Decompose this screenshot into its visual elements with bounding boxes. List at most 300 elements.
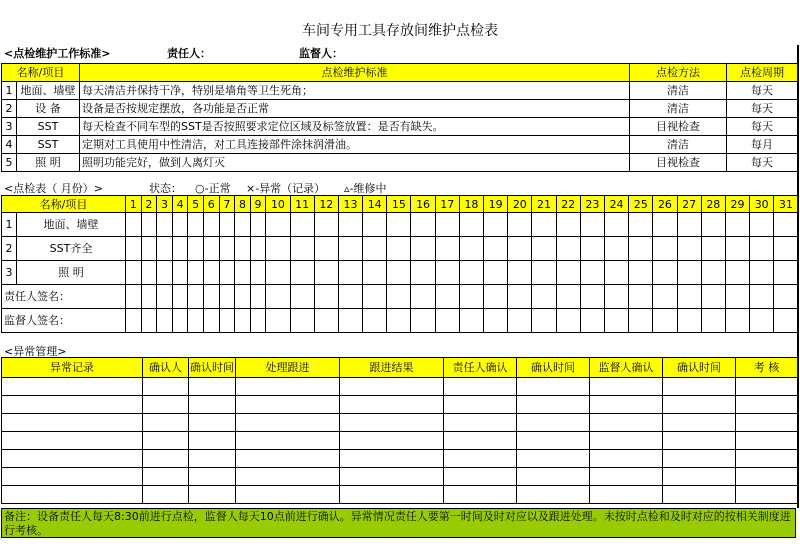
abnormal-cell[interactable] — [143, 396, 189, 414]
day-check-cell[interactable] — [338, 285, 362, 309]
day-check-cell[interactable] — [363, 213, 387, 237]
day-check-cell[interactable] — [556, 213, 580, 237]
abnormal-cell[interactable] — [236, 432, 340, 450]
day-check-cell[interactable] — [172, 309, 188, 333]
grid-row — [2, 213, 798, 237]
sign-responsible-label: 责任人签名： — [2, 285, 126, 309]
abnormal-cell[interactable] — [2, 396, 143, 414]
row-cycle: 每天 — [727, 100, 798, 118]
row-standard: 每天清洁并保持干净，特别是墙角等卫生死角； — [80, 82, 630, 100]
row-name: 设 备 — [17, 100, 80, 118]
abnormal-cell[interactable] — [517, 450, 590, 468]
day-check-cell[interactable] — [338, 237, 362, 261]
day-check-cell[interactable] — [219, 309, 235, 333]
day-check-cell[interactable] — [701, 213, 725, 237]
day-check-cell[interactable] — [629, 261, 653, 285]
grid-row-no: 2 — [2, 237, 17, 261]
abnormal-cell[interactable] — [590, 396, 663, 414]
abnormal-cell[interactable] — [340, 450, 444, 468]
day-check-cell[interactable] — [604, 213, 628, 237]
abnormal-cell[interactable] — [340, 468, 444, 486]
day-check-cell[interactable] — [532, 213, 556, 237]
day-check-cell[interactable] — [363, 237, 387, 261]
day-check-cell[interactable] — [363, 309, 387, 333]
remarks-note: 备注：设备责任人每天8:30前进行点检，监督人每天10点前进行确认。异常情况责任人要第一时间及时对应以及跟进处理。未按时点检和及时对应的按相关制度进行考核。 — [1, 508, 796, 538]
day-check-cell[interactable] — [484, 213, 508, 237]
day-check-cell[interactable] — [677, 261, 701, 285]
day-check-cell[interactable] — [250, 213, 266, 237]
page-title: 车间专用工具存放间维护点检表 — [302, 23, 498, 39]
day-check-cell[interactable] — [556, 237, 580, 261]
day-check-cell[interactable] — [532, 237, 556, 261]
day-check-cell[interactable] — [629, 237, 653, 261]
day-check-cell[interactable] — [459, 213, 483, 237]
abnormal-cell[interactable] — [590, 468, 663, 486]
abnormal-cell[interactable] — [517, 378, 590, 396]
abnormal-cell[interactable] — [236, 396, 340, 414]
day-check-cell[interactable] — [435, 285, 459, 309]
abnormal-cell[interactable] — [444, 468, 517, 486]
abnormal-cell[interactable] — [736, 414, 798, 432]
day-check-cell[interactable] — [266, 213, 290, 237]
day-check-cell[interactable] — [387, 285, 411, 309]
row-no: 5 — [2, 154, 17, 172]
day-check-cell[interactable] — [774, 261, 798, 285]
day-check-cell[interactable] — [580, 309, 604, 333]
abnormal-cell[interactable] — [236, 378, 340, 396]
abnormal-section-label: <异常管理> — [4, 345, 67, 358]
abnormal-cell[interactable] — [143, 378, 189, 396]
day-check-cell[interactable] — [172, 237, 188, 261]
abnormal-cell[interactable] — [444, 450, 517, 468]
day-check-cell[interactable] — [157, 237, 173, 261]
abnormal-cell[interactable] — [340, 486, 444, 504]
day-check-cell[interactable] — [157, 309, 173, 333]
day-check-cell[interactable] — [314, 213, 338, 237]
day-check-cell[interactable] — [411, 285, 435, 309]
day-check-cell[interactable] — [411, 213, 435, 237]
day-check-cell[interactable] — [141, 213, 157, 237]
status-label: 状态： — [149, 182, 182, 195]
abnormal-cell[interactable] — [189, 468, 236, 486]
day-check-cell[interactable] — [363, 261, 387, 285]
day-header-13: 13 — [338, 196, 362, 213]
abnormal-cell[interactable] — [736, 450, 798, 468]
day-header-19: 19 — [484, 196, 508, 213]
abnormal-cell[interactable] — [340, 378, 444, 396]
day-check-cell[interactable] — [604, 285, 628, 309]
day-check-cell[interactable] — [314, 309, 338, 333]
day-check-cell[interactable] — [314, 285, 338, 309]
day-check-cell[interactable] — [556, 309, 580, 333]
abnormal-col-header: 确认时间 — [517, 358, 590, 378]
abnormal-cell[interactable] — [189, 414, 236, 432]
abnormal-cell[interactable] — [143, 468, 189, 486]
abnormal-cell[interactable] — [189, 378, 236, 396]
grid-row — [2, 261, 798, 285]
day-check-cell[interactable] — [677, 285, 701, 309]
day-check-cell[interactable] — [774, 213, 798, 237]
day-check-cell[interactable] — [203, 213, 219, 237]
day-header-11: 11 — [290, 196, 314, 213]
day-check-cell[interactable] — [290, 285, 314, 309]
row-no: 4 — [2, 136, 17, 154]
abnormal-cell[interactable] — [444, 378, 517, 396]
day-check-cell[interactable] — [387, 213, 411, 237]
day-check-cell[interactable] — [774, 237, 798, 261]
day-check-cell[interactable] — [188, 285, 204, 309]
abnormal-cell[interactable] — [663, 414, 736, 432]
abnormal-cell[interactable] — [236, 414, 340, 432]
day-check-cell[interactable] — [750, 213, 774, 237]
day-check-cell[interactable] — [653, 237, 677, 261]
day-check-cell[interactable] — [725, 309, 749, 333]
abnormal-cell[interactable] — [736, 396, 798, 414]
day-check-cell[interactable] — [508, 309, 532, 333]
day-header-28: 28 — [701, 196, 725, 213]
day-check-cell[interactable] — [435, 261, 459, 285]
abnormal-row — [2, 450, 798, 468]
abnormal-cell[interactable] — [2, 468, 143, 486]
day-check-cell[interactable] — [290, 237, 314, 261]
day-check-cell[interactable] — [250, 285, 266, 309]
day-check-cell[interactable] — [677, 309, 701, 333]
day-check-cell[interactable] — [203, 261, 219, 285]
abnormal-cell[interactable] — [340, 396, 444, 414]
day-check-cell[interactable] — [126, 309, 142, 333]
day-check-cell[interactable] — [556, 261, 580, 285]
day-check-cell[interactable] — [266, 237, 290, 261]
day-check-cell[interactable] — [508, 237, 532, 261]
day-header-7: 7 — [219, 196, 235, 213]
day-check-cell[interactable] — [556, 285, 580, 309]
day-check-cell[interactable] — [250, 261, 266, 285]
day-check-cell[interactable] — [604, 237, 628, 261]
abnormal-cell[interactable] — [736, 468, 798, 486]
day-check-cell[interactable] — [435, 213, 459, 237]
abnormal-row — [2, 468, 798, 486]
abnormal-cell[interactable] — [590, 432, 663, 450]
abnormal-table — [1, 357, 798, 504]
day-check-cell[interactable] — [290, 261, 314, 285]
day-check-cell[interactable] — [750, 237, 774, 261]
row-standard: 设备是否按规定摆放，各功能是否正常 — [80, 100, 630, 118]
day-check-cell[interactable] — [314, 237, 338, 261]
row-no: 2 — [2, 100, 17, 118]
status-repair: ▵-维修中 — [344, 182, 387, 195]
day-check-cell[interactable] — [363, 285, 387, 309]
abnormal-row — [2, 378, 798, 396]
day-header-3: 3 — [157, 196, 173, 213]
sign-supervisor-label: 监督人签名： — [2, 309, 126, 333]
grid-row-no: 1 — [2, 213, 17, 237]
day-check-cell[interactable] — [580, 237, 604, 261]
day-check-cell[interactable] — [508, 213, 532, 237]
day-check-cell[interactable] — [508, 285, 532, 309]
day-check-cell[interactable] — [141, 309, 157, 333]
day-header-6: 6 — [203, 196, 219, 213]
row-method: 清洁 — [630, 136, 727, 154]
day-check-cell[interactable] — [653, 285, 677, 309]
abnormal-cell[interactable] — [236, 468, 340, 486]
abnormal-cell[interactable] — [517, 396, 590, 414]
abnormal-cell[interactable] — [340, 414, 444, 432]
day-header-30: 30 — [750, 196, 774, 213]
day-check-cell[interactable] — [701, 237, 725, 261]
day-check-cell[interactable] — [203, 237, 219, 261]
grid-sign-row — [2, 309, 798, 333]
day-header-21: 21 — [532, 196, 556, 213]
day-check-cell[interactable] — [266, 309, 290, 333]
day-check-cell[interactable] — [250, 309, 266, 333]
abnormal-cell[interactable] — [236, 486, 340, 504]
day-check-cell[interactable] — [411, 237, 435, 261]
abnormal-cell[interactable] — [590, 378, 663, 396]
row-standard: 每天检查不同车型的SST是否按照要求定位区域及标签放置：是否有缺失。 — [80, 118, 630, 136]
row-cycle: 每月 — [727, 136, 798, 154]
abnormal-col-header: 确认时间 — [189, 358, 236, 378]
day-check-cell[interactable] — [411, 309, 435, 333]
grid-header-name: 名称/项目 — [2, 196, 126, 213]
day-check-cell[interactable] — [411, 261, 435, 285]
day-check-cell[interactable] — [188, 309, 204, 333]
abnormal-col-header: 异常记录 — [2, 358, 143, 378]
day-check-cell[interactable] — [387, 237, 411, 261]
abnormal-col-header: 确认时间 — [663, 358, 736, 378]
abnormal-cell[interactable] — [736, 432, 798, 450]
day-check-cell[interactable] — [750, 261, 774, 285]
day-check-cell[interactable] — [604, 261, 628, 285]
day-check-cell[interactable] — [580, 285, 604, 309]
checklist-month-label: <点检表（ 月份）> — [4, 182, 103, 195]
abnormal-cell[interactable] — [517, 468, 590, 486]
day-check-cell[interactable] — [459, 309, 483, 333]
row-standard: 定期对工具使用中性清洁，对工具连接部件涂抹润滑油。 — [80, 136, 630, 154]
day-check-cell[interactable] — [629, 213, 653, 237]
day-check-cell[interactable] — [203, 309, 219, 333]
abnormal-cell[interactable] — [663, 378, 736, 396]
day-check-cell[interactable] — [653, 261, 677, 285]
day-check-cell[interactable] — [219, 261, 235, 285]
row-method: 目视检查 — [630, 154, 727, 172]
abnormal-cell[interactable] — [590, 486, 663, 504]
abnormal-cell[interactable] — [444, 396, 517, 414]
day-check-cell[interactable] — [126, 285, 142, 309]
abnormal-cell[interactable] — [189, 486, 236, 504]
day-check-cell[interactable] — [387, 309, 411, 333]
row-no: 1 — [2, 82, 17, 100]
day-header-20: 20 — [508, 196, 532, 213]
day-check-cell[interactable] — [532, 261, 556, 285]
abnormal-cell[interactable] — [444, 432, 517, 450]
responsible-label: 责任人： — [167, 47, 211, 60]
day-check-cell[interactable] — [157, 261, 173, 285]
abnormal-cell[interactable] — [236, 450, 340, 468]
day-check-cell[interactable] — [701, 309, 725, 333]
day-check-cell[interactable] — [725, 213, 749, 237]
abnormal-cell[interactable] — [143, 486, 189, 504]
day-check-cell[interactable] — [435, 237, 459, 261]
abnormal-cell[interactable] — [2, 378, 143, 396]
row-no: 3 — [2, 118, 17, 136]
table-row — [2, 136, 798, 154]
abnormal-cell[interactable] — [2, 432, 143, 450]
abnormal-cell[interactable] — [444, 414, 517, 432]
day-check-cell[interactable] — [235, 213, 251, 237]
day-check-cell[interactable] — [172, 213, 188, 237]
row-method: 清洁 — [630, 100, 727, 118]
day-check-cell[interactable] — [459, 237, 483, 261]
day-check-cell[interactable] — [459, 285, 483, 309]
day-check-cell[interactable] — [677, 237, 701, 261]
standards-section-label: <点检维护工作标准> — [4, 47, 111, 60]
abnormal-cell[interactable] — [663, 450, 736, 468]
day-check-cell[interactable] — [266, 285, 290, 309]
abnormal-col-header: 跟进结果 — [340, 358, 444, 378]
col-header-cycle: 点检周期 — [727, 64, 798, 82]
day-check-cell[interactable] — [701, 285, 725, 309]
abnormal-cell[interactable] — [143, 450, 189, 468]
day-check-cell[interactable] — [701, 261, 725, 285]
abnormal-cell[interactable] — [590, 450, 663, 468]
day-check-cell[interactable] — [774, 285, 798, 309]
grid-row-no: 3 — [2, 261, 17, 285]
day-check-cell[interactable] — [750, 309, 774, 333]
day-check-cell[interactable] — [250, 237, 266, 261]
day-check-cell[interactable] — [203, 285, 219, 309]
day-check-cell[interactable] — [219, 285, 235, 309]
table-row — [2, 82, 798, 100]
day-check-cell[interactable] — [290, 213, 314, 237]
day-check-cell[interactable] — [314, 261, 338, 285]
day-check-cell[interactable] — [188, 261, 204, 285]
day-check-cell[interactable] — [484, 261, 508, 285]
day-check-cell[interactable] — [235, 261, 251, 285]
day-check-cell[interactable] — [235, 237, 251, 261]
day-check-cell[interactable] — [157, 213, 173, 237]
day-check-cell[interactable] — [126, 261, 142, 285]
day-header-29: 29 — [725, 196, 749, 213]
day-check-cell[interactable] — [141, 237, 157, 261]
day-check-cell[interactable] — [725, 285, 749, 309]
day-check-cell[interactable] — [338, 261, 362, 285]
day-check-cell[interactable] — [629, 285, 653, 309]
day-check-cell[interactable] — [629, 309, 653, 333]
day-check-cell[interactable] — [435, 309, 459, 333]
abnormal-cell[interactable] — [189, 396, 236, 414]
abnormal-cell[interactable] — [340, 432, 444, 450]
day-check-cell[interactable] — [653, 213, 677, 237]
day-check-cell[interactable] — [141, 261, 157, 285]
abnormal-cell[interactable] — [736, 378, 798, 396]
abnormal-row — [2, 396, 798, 414]
day-check-cell[interactable] — [750, 285, 774, 309]
day-check-cell[interactable] — [484, 237, 508, 261]
day-check-cell[interactable] — [604, 309, 628, 333]
day-header-10: 10 — [266, 196, 290, 213]
abnormal-cell[interactable] — [189, 432, 236, 450]
day-check-cell[interactable] — [290, 309, 314, 333]
day-check-cell[interactable] — [484, 285, 508, 309]
day-check-cell[interactable] — [188, 213, 204, 237]
day-check-cell[interactable] — [126, 237, 142, 261]
row-cycle: 每天 — [727, 82, 798, 100]
day-check-cell[interactable] — [484, 309, 508, 333]
abnormal-cell[interactable] — [143, 414, 189, 432]
day-header-31: 31 — [774, 196, 798, 213]
day-check-cell[interactable] — [459, 261, 483, 285]
day-check-cell[interactable] — [235, 309, 251, 333]
abnormal-cell[interactable] — [517, 486, 590, 504]
day-check-cell[interactable] — [580, 213, 604, 237]
abnormal-cell[interactable] — [444, 486, 517, 504]
day-check-cell[interactable] — [338, 213, 362, 237]
day-check-cell[interactable] — [266, 261, 290, 285]
day-check-cell[interactable] — [157, 285, 173, 309]
day-check-cell[interactable] — [653, 309, 677, 333]
day-check-cell[interactable] — [141, 285, 157, 309]
day-check-cell[interactable] — [580, 261, 604, 285]
day-check-cell[interactable] — [725, 261, 749, 285]
abnormal-cell[interactable] — [663, 468, 736, 486]
day-check-cell[interactable] — [235, 285, 251, 309]
col-header-method: 点检方法 — [630, 64, 727, 82]
col-header-name: 名称/项目 — [2, 64, 80, 82]
day-check-cell[interactable] — [338, 309, 362, 333]
day-check-cell[interactable] — [219, 237, 235, 261]
abnormal-cell[interactable] — [663, 486, 736, 504]
abnormal-cell[interactable] — [736, 486, 798, 504]
abnormal-cell[interactable] — [189, 450, 236, 468]
day-check-cell[interactable] — [508, 261, 532, 285]
standards-table — [1, 63, 798, 172]
abnormal-col-header: 处理跟进 — [236, 358, 340, 378]
day-header-23: 23 — [580, 196, 604, 213]
abnormal-cell[interactable] — [663, 432, 736, 450]
abnormal-cell[interactable] — [590, 414, 663, 432]
day-check-cell[interactable] — [172, 285, 188, 309]
abnormal-cell[interactable] — [2, 450, 143, 468]
day-check-cell[interactable] — [387, 261, 411, 285]
day-header-16: 16 — [411, 196, 435, 213]
day-check-cell[interactable] — [126, 213, 142, 237]
row-name: 照 明 — [17, 154, 80, 172]
day-header-9: 9 — [250, 196, 266, 213]
day-check-cell[interactable] — [532, 309, 556, 333]
abnormal-cell[interactable] — [517, 432, 590, 450]
abnormal-cell[interactable] — [2, 414, 143, 432]
day-check-cell[interactable] — [725, 237, 749, 261]
day-header-25: 25 — [629, 196, 653, 213]
supervisor-label: 监督人： — [299, 47, 343, 60]
abnormal-col-header: 确认人 — [143, 358, 189, 378]
day-check-cell[interactable] — [677, 213, 701, 237]
row-name: SST — [17, 136, 80, 154]
day-check-cell[interactable] — [188, 237, 204, 261]
abnormal-cell[interactable] — [143, 432, 189, 450]
abnormal-cell[interactable] — [2, 486, 143, 504]
table-row — [2, 100, 798, 118]
day-check-cell[interactable] — [219, 213, 235, 237]
day-check-cell[interactable] — [532, 285, 556, 309]
grid-row — [2, 237, 798, 261]
abnormal-cell[interactable] — [517, 414, 590, 432]
row-method: 清洁 — [630, 82, 727, 100]
day-check-cell[interactable] — [172, 261, 188, 285]
grid-row-name: SST齐全 — [17, 237, 126, 261]
day-check-cell[interactable] — [774, 309, 798, 333]
abnormal-cell[interactable] — [663, 396, 736, 414]
